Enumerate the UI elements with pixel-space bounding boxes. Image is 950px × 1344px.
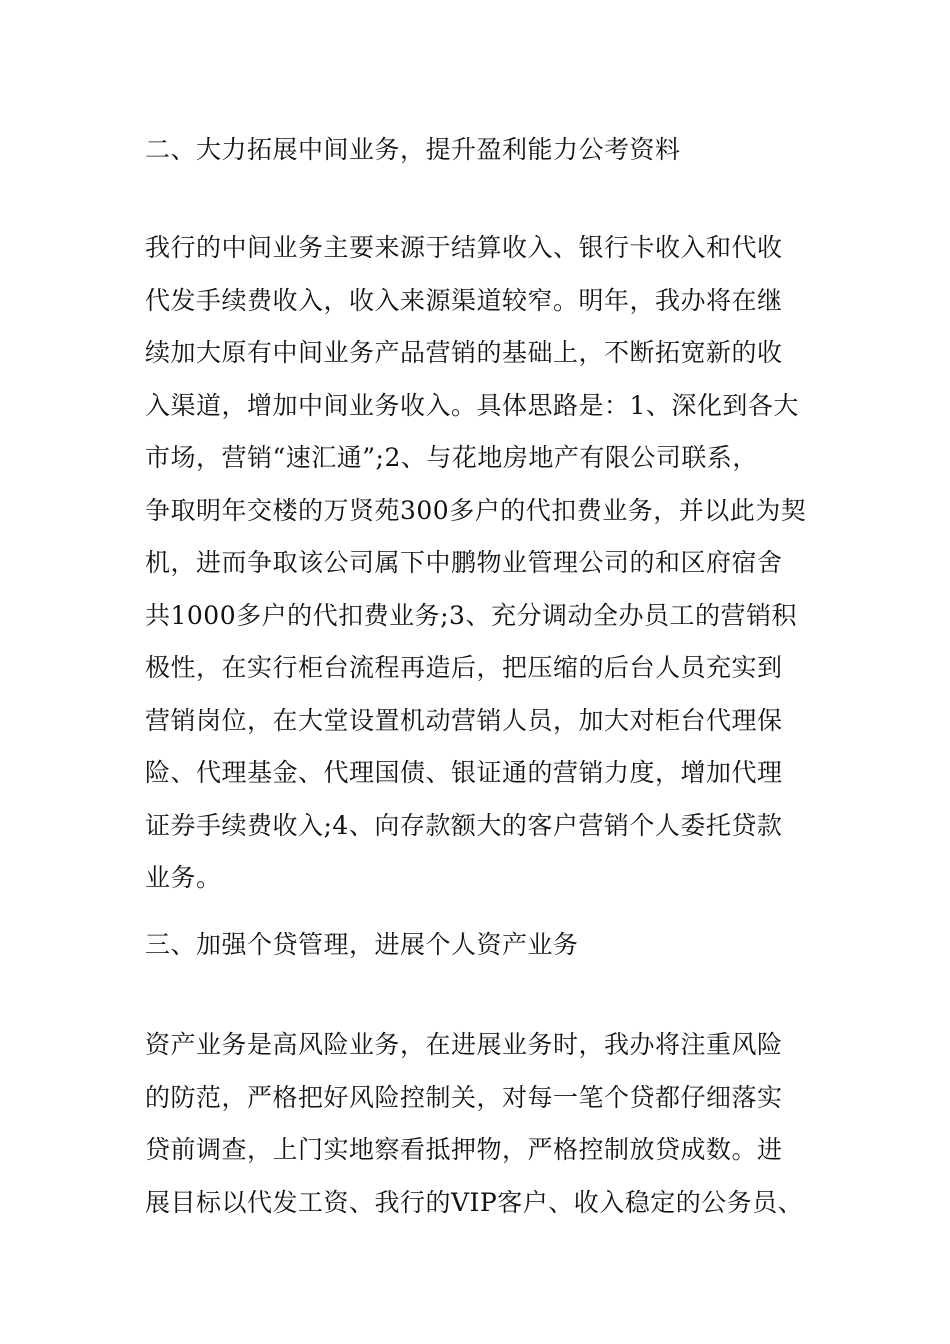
paragraph-line: 业务。 [145, 863, 222, 892]
heading-text: 二、大力拓展中间业务，提升盈利能力公考资料 [145, 135, 681, 164]
paragraph-line: 的防范，严格把好风险控制关，对每一笔个贷都仔细落实 [145, 1082, 783, 1112]
paragraph-line: 入渠道，增加中间业务收入。具体思路是：1、深化到各大 [145, 390, 799, 420]
paragraph-line: 资产业务是高风险业务，在进展业务时，我办将注重风险 [145, 1030, 783, 1059]
paragraph-line: 我行的中间业务主要来源于结算收入、银行卡收入和代收 [145, 233, 783, 262]
paragraph-line: 代发手续费收入，收入来源渠道较窄。明年，我办将在继 [145, 285, 783, 315]
section-heading [145, 919, 810, 972]
paragraph-line: 市场，营销“速汇通”;2、与花地房地产有限公司联系， [145, 443, 758, 472]
paragraph-line: 极性，在实行柜台流程再造后，把压缩的后台人员充实到 [145, 653, 783, 682]
section-paragraph [145, 1019, 810, 1229]
paragraph-line: 贷前调查，上门实地察看抵押物，严格控制放贷成数。进 [145, 1135, 783, 1164]
section-paragraph [145, 222, 810, 905]
paragraph-line: 险、代理基金、代理国债、银证通的营销力度，增加代理 [145, 758, 783, 787]
heading-text: 三、加强个贷管理，进展个人资产业务 [145, 930, 579, 959]
paragraph-line: 机，进而争取该公司属下中鹏物业管理公司的和区府宿舍 [145, 548, 783, 577]
paragraph-line: 续加大原有中间业务产品营销的基础上，不断拓宽新的收 [145, 338, 783, 367]
paragraph-line: 争取明年交楼的万贤苑300多户的代扣费业务，并以此为契 [145, 495, 807, 525]
section-heading [145, 124, 810, 177]
paragraph-line: 共1000多户的代扣费业务;3、充分调动全办员工的营销积 [145, 600, 797, 630]
paragraph-line: 营销岗位，在大堂设置机动营销人员，加大对柜台代理保 [145, 705, 783, 735]
paragraph-line: 证券手续费收入;4、向存款额大的客户营销个人委托贷款 [145, 810, 783, 840]
paragraph-line: 展目标以代发工资、我行的VIP客户、收入稳定的公务员、 [145, 1187, 804, 1217]
